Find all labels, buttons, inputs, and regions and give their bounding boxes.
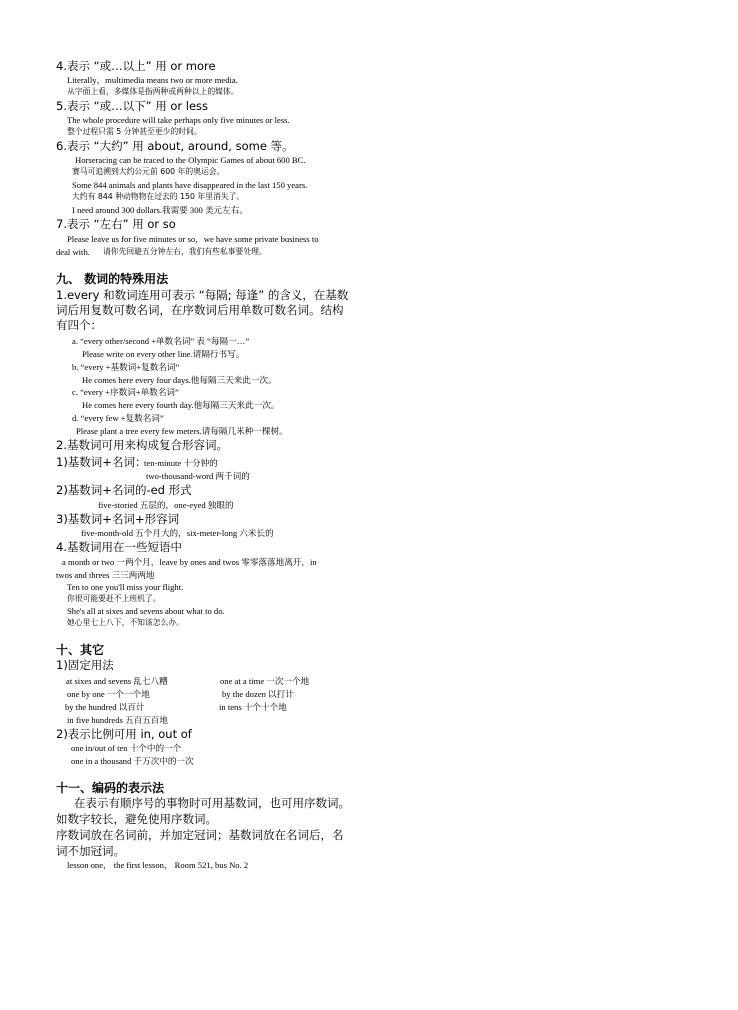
example-en: The whole procedure will take perhaps only five minutes or less. bbox=[67, 115, 290, 125]
example-en: deal with. bbox=[56, 247, 90, 257]
example-en: five-storied 五层的，one-eyed 独眼的 bbox=[98, 500, 234, 510]
paragraph: 有四个： bbox=[56, 318, 102, 332]
example-zh: 请你先回避五分钟左右，我们有些私事要处理。 bbox=[103, 247, 267, 256]
example-zh: 你很可能要赶不上班机了。 bbox=[67, 594, 161, 603]
structure-a: a. “every other/second +单数名词” 表 “每隔一…” bbox=[72, 336, 250, 346]
example-zh: 赛马可追溯到大约公元前 600 年的奥运会。 bbox=[72, 167, 225, 176]
example-en: Horseracing can be traced to the Olympic Games of about 600 BC. bbox=[75, 155, 306, 165]
example-en: a month or two 一两个月，leave by ones and twos 零零落落地离开，in bbox=[62, 557, 317, 567]
paragraph: 词不加冠词。 bbox=[56, 844, 125, 858]
paragraph: 在表示有顺序号的事物时可用基数词，也可用序数词。 bbox=[74, 796, 350, 810]
example-en: five-month-old 五个月大的，six-meter-long 六米长的 bbox=[81, 528, 274, 538]
example-en: Literally，multimedia means two or more media. bbox=[67, 75, 238, 85]
sub-item-1: 1)基数词+名词： bbox=[56, 455, 147, 469]
phrase: one in a thousand 千万次中的一次 bbox=[71, 756, 194, 766]
phrase: one by one 一个一个地 bbox=[67, 689, 150, 699]
structure-c: c. “every +序数词+单数名词” bbox=[72, 387, 179, 397]
example-zh: 她心里七上八下，不知该怎么办。 bbox=[67, 618, 184, 627]
example-en: He comes here every four days.他每隔三天来此一次。 bbox=[82, 375, 277, 385]
section-11-title: 十一、编码的表示法 bbox=[56, 781, 165, 795]
phrase: in five hundreds 五百五百地 bbox=[67, 715, 168, 725]
structure-d: d. “every few +复数名词” bbox=[72, 413, 164, 423]
phrase: one at a time 一次一个地 bbox=[220, 676, 310, 686]
example-en: He comes here every fourth day.他每隔三天来此一次。 bbox=[82, 400, 280, 410]
example-en: Please write on every other line.请隔行书写。 bbox=[82, 349, 245, 359]
paragraph: 1.every 和数词连用可表示 “每隔; 每逢” 的含义，在基数 bbox=[56, 288, 349, 302]
example-en: twos and threes 三三两两地 bbox=[56, 570, 155, 580]
paragraph: 序数词放在名词前，并加定冠词；基数词放在名词后，名 bbox=[56, 828, 344, 842]
example-en: Please plant a tree every few meters.请每隔几米种一棵树。 bbox=[76, 426, 288, 436]
paragraph: 如数字较长，避免使用序数词。 bbox=[56, 812, 217, 826]
example-en: ten-minute 十分钟的 bbox=[144, 458, 218, 468]
example-en: Some 844 animals and plants have disappeared in the last 150 years. bbox=[72, 180, 308, 190]
sub-item-2: 2)表示比例可用 in, out of bbox=[56, 727, 192, 741]
section-9-title: 九、 数词的特殊用法 bbox=[56, 272, 169, 286]
example-en: She's all at sixes and sevens about what to do. bbox=[67, 606, 225, 616]
sub-item-3: 3)基数词+名词+形容词 bbox=[56, 512, 180, 526]
phrase: by the dozen 以打计 bbox=[222, 689, 294, 699]
example-en: Ten to one you'll miss your flight. bbox=[67, 582, 184, 592]
example-zh: 大约有 844 种动物物在过去的 150 年里消失了。 bbox=[72, 192, 245, 201]
item-7-heading: 7.表示 “左右” 用 or so bbox=[56, 217, 176, 231]
example-en: two-thousand-word 两千词的 bbox=[146, 471, 250, 481]
item-4-heading: 4.表示 “或…以上” 用 or more bbox=[56, 59, 216, 73]
item-5-heading: 5.表示 “或…以下” 用 or less bbox=[56, 99, 209, 113]
phrase: by the hundred 以百计 bbox=[65, 702, 145, 712]
structure-b: b. “every +基数词+复数名词” bbox=[72, 362, 180, 372]
example-en: Please leave us for five minutes or so，we have some private business to bbox=[67, 234, 319, 244]
paragraph: 词后用复数可数名词，在序数词后用单数可数名词。结构 bbox=[56, 303, 344, 317]
section-10-title: 十、其它 bbox=[56, 643, 105, 657]
phrase: in tens 十个十个地 bbox=[219, 702, 287, 712]
phrase: one in/out of ten 十个中的一个 bbox=[71, 743, 182, 753]
paragraph: 4.基数词用在一些短语中 bbox=[56, 540, 182, 554]
paragraph: 2.基数词可用来构成复合形容词。 bbox=[56, 438, 228, 452]
example-en: lesson one， the first lesson， Room 521, bus No. 2 bbox=[67, 860, 249, 870]
example-en: I need around 300 dollars.我需要 300 美元左右。 bbox=[72, 205, 248, 215]
sub-item-1: 1)固定用法 bbox=[56, 658, 114, 672]
item-6-heading: 6.表示 “大约” 用 about, around, some 等。 bbox=[56, 139, 294, 153]
example-zh: 从字面上看，多媒体是指两种或两种以上的媒体。 bbox=[67, 87, 239, 96]
phrase: at sixes and sevens 乱七八糟 bbox=[66, 676, 168, 686]
sub-item-2: 2)基数词+名词的-ed 形式 bbox=[56, 483, 192, 497]
example-zh: 整个过程只需 5 分钟甚至更少的时间。 bbox=[67, 127, 202, 136]
